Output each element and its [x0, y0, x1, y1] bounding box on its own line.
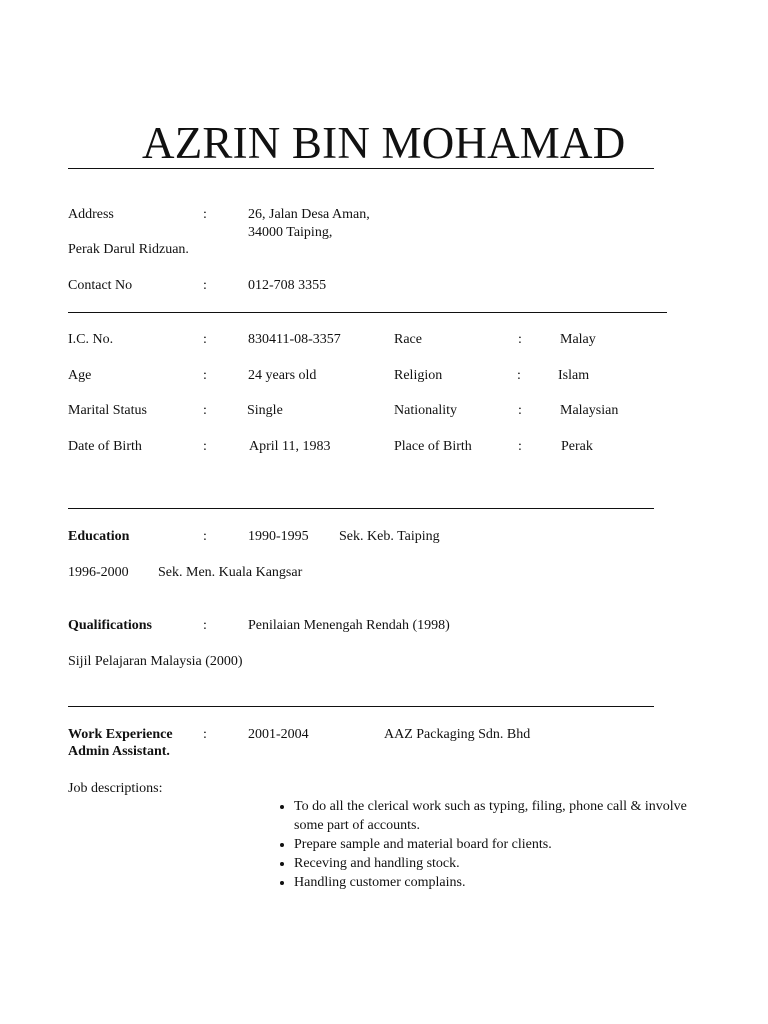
education-years: 1990-1995	[248, 529, 309, 544]
colon: :	[203, 403, 207, 418]
colon: :	[203, 278, 207, 293]
colon: :	[203, 727, 207, 742]
age-value: 24 years old	[248, 368, 317, 383]
religion-label: Religion	[394, 368, 443, 383]
list-item: • To do all the clerical work such as typing, filing, phone call & involve some part of accounts.	[294, 797, 694, 835]
nationality-value: Malaysian	[560, 403, 619, 418]
education-school: Sek. Keb. Taiping	[339, 529, 440, 544]
colon: :	[203, 207, 207, 222]
race-label: Race	[394, 332, 422, 347]
colon: :	[203, 529, 207, 544]
education-school: Sek. Men. Kuala Kangsar	[158, 565, 303, 580]
pob-value: Perak	[561, 439, 593, 454]
section-divider	[68, 312, 667, 313]
colon: :	[518, 332, 522, 347]
education-years: 1996-2000	[68, 565, 129, 580]
ic-label: I.C. No.	[68, 332, 114, 347]
colon: :	[517, 368, 521, 383]
section-divider	[68, 508, 654, 509]
job-duties-list	[270, 797, 694, 892]
title-divider	[68, 168, 654, 169]
qualification-item: Sijil Pelajaran Malaysia (2000)	[68, 654, 243, 669]
colon: :	[518, 403, 522, 418]
marital-value: Single	[247, 403, 283, 418]
page-title: AZRIN BIN MOHAMAD	[142, 118, 626, 168]
colon: :	[203, 368, 207, 383]
list-item: • Handling customer complains.	[294, 873, 694, 892]
contact-label: Contact No	[68, 278, 133, 293]
list-item: • Prepare sample and material board for clients.	[294, 835, 694, 854]
address-line2: 34000 Taiping,	[248, 225, 333, 240]
work-position: Admin Assistant.	[68, 744, 170, 759]
education-label: Education	[68, 529, 130, 544]
colon: :	[518, 439, 522, 454]
section-divider	[68, 706, 654, 707]
colon: :	[203, 439, 207, 454]
race-value: Malay	[560, 332, 596, 347]
address-label: Address	[68, 207, 114, 222]
address-line1: 26, Jalan Desa Aman,	[248, 207, 370, 222]
work-label: Work Experience	[68, 727, 173, 742]
work-company: AAZ Packaging Sdn. Bhd	[384, 727, 531, 742]
qualifications-label: Qualifications	[68, 618, 153, 633]
work-years: 2001-2004	[248, 727, 309, 742]
contact-value: 012-708 3355	[248, 278, 327, 293]
ic-value: 830411-08-3357	[248, 332, 341, 347]
pob-label: Place of Birth	[394, 439, 472, 454]
list-item: • Receving and handling stock.	[294, 854, 694, 873]
dob-value: April 11, 1983	[249, 439, 331, 454]
address-line3: Perak Darul Ridzuan.	[68, 242, 189, 257]
colon: :	[203, 618, 207, 633]
dob-label: Date of Birth	[68, 439, 142, 454]
religion-value: Islam	[558, 368, 590, 383]
age-label: Age	[68, 368, 92, 383]
nationality-label: Nationality	[394, 403, 457, 418]
colon: :	[203, 332, 207, 347]
qualification-item: Penilaian Menengah Rendah (1998)	[248, 618, 450, 633]
job-description-label: Job descriptions:	[68, 781, 163, 796]
marital-label: Marital Status	[68, 403, 147, 418]
